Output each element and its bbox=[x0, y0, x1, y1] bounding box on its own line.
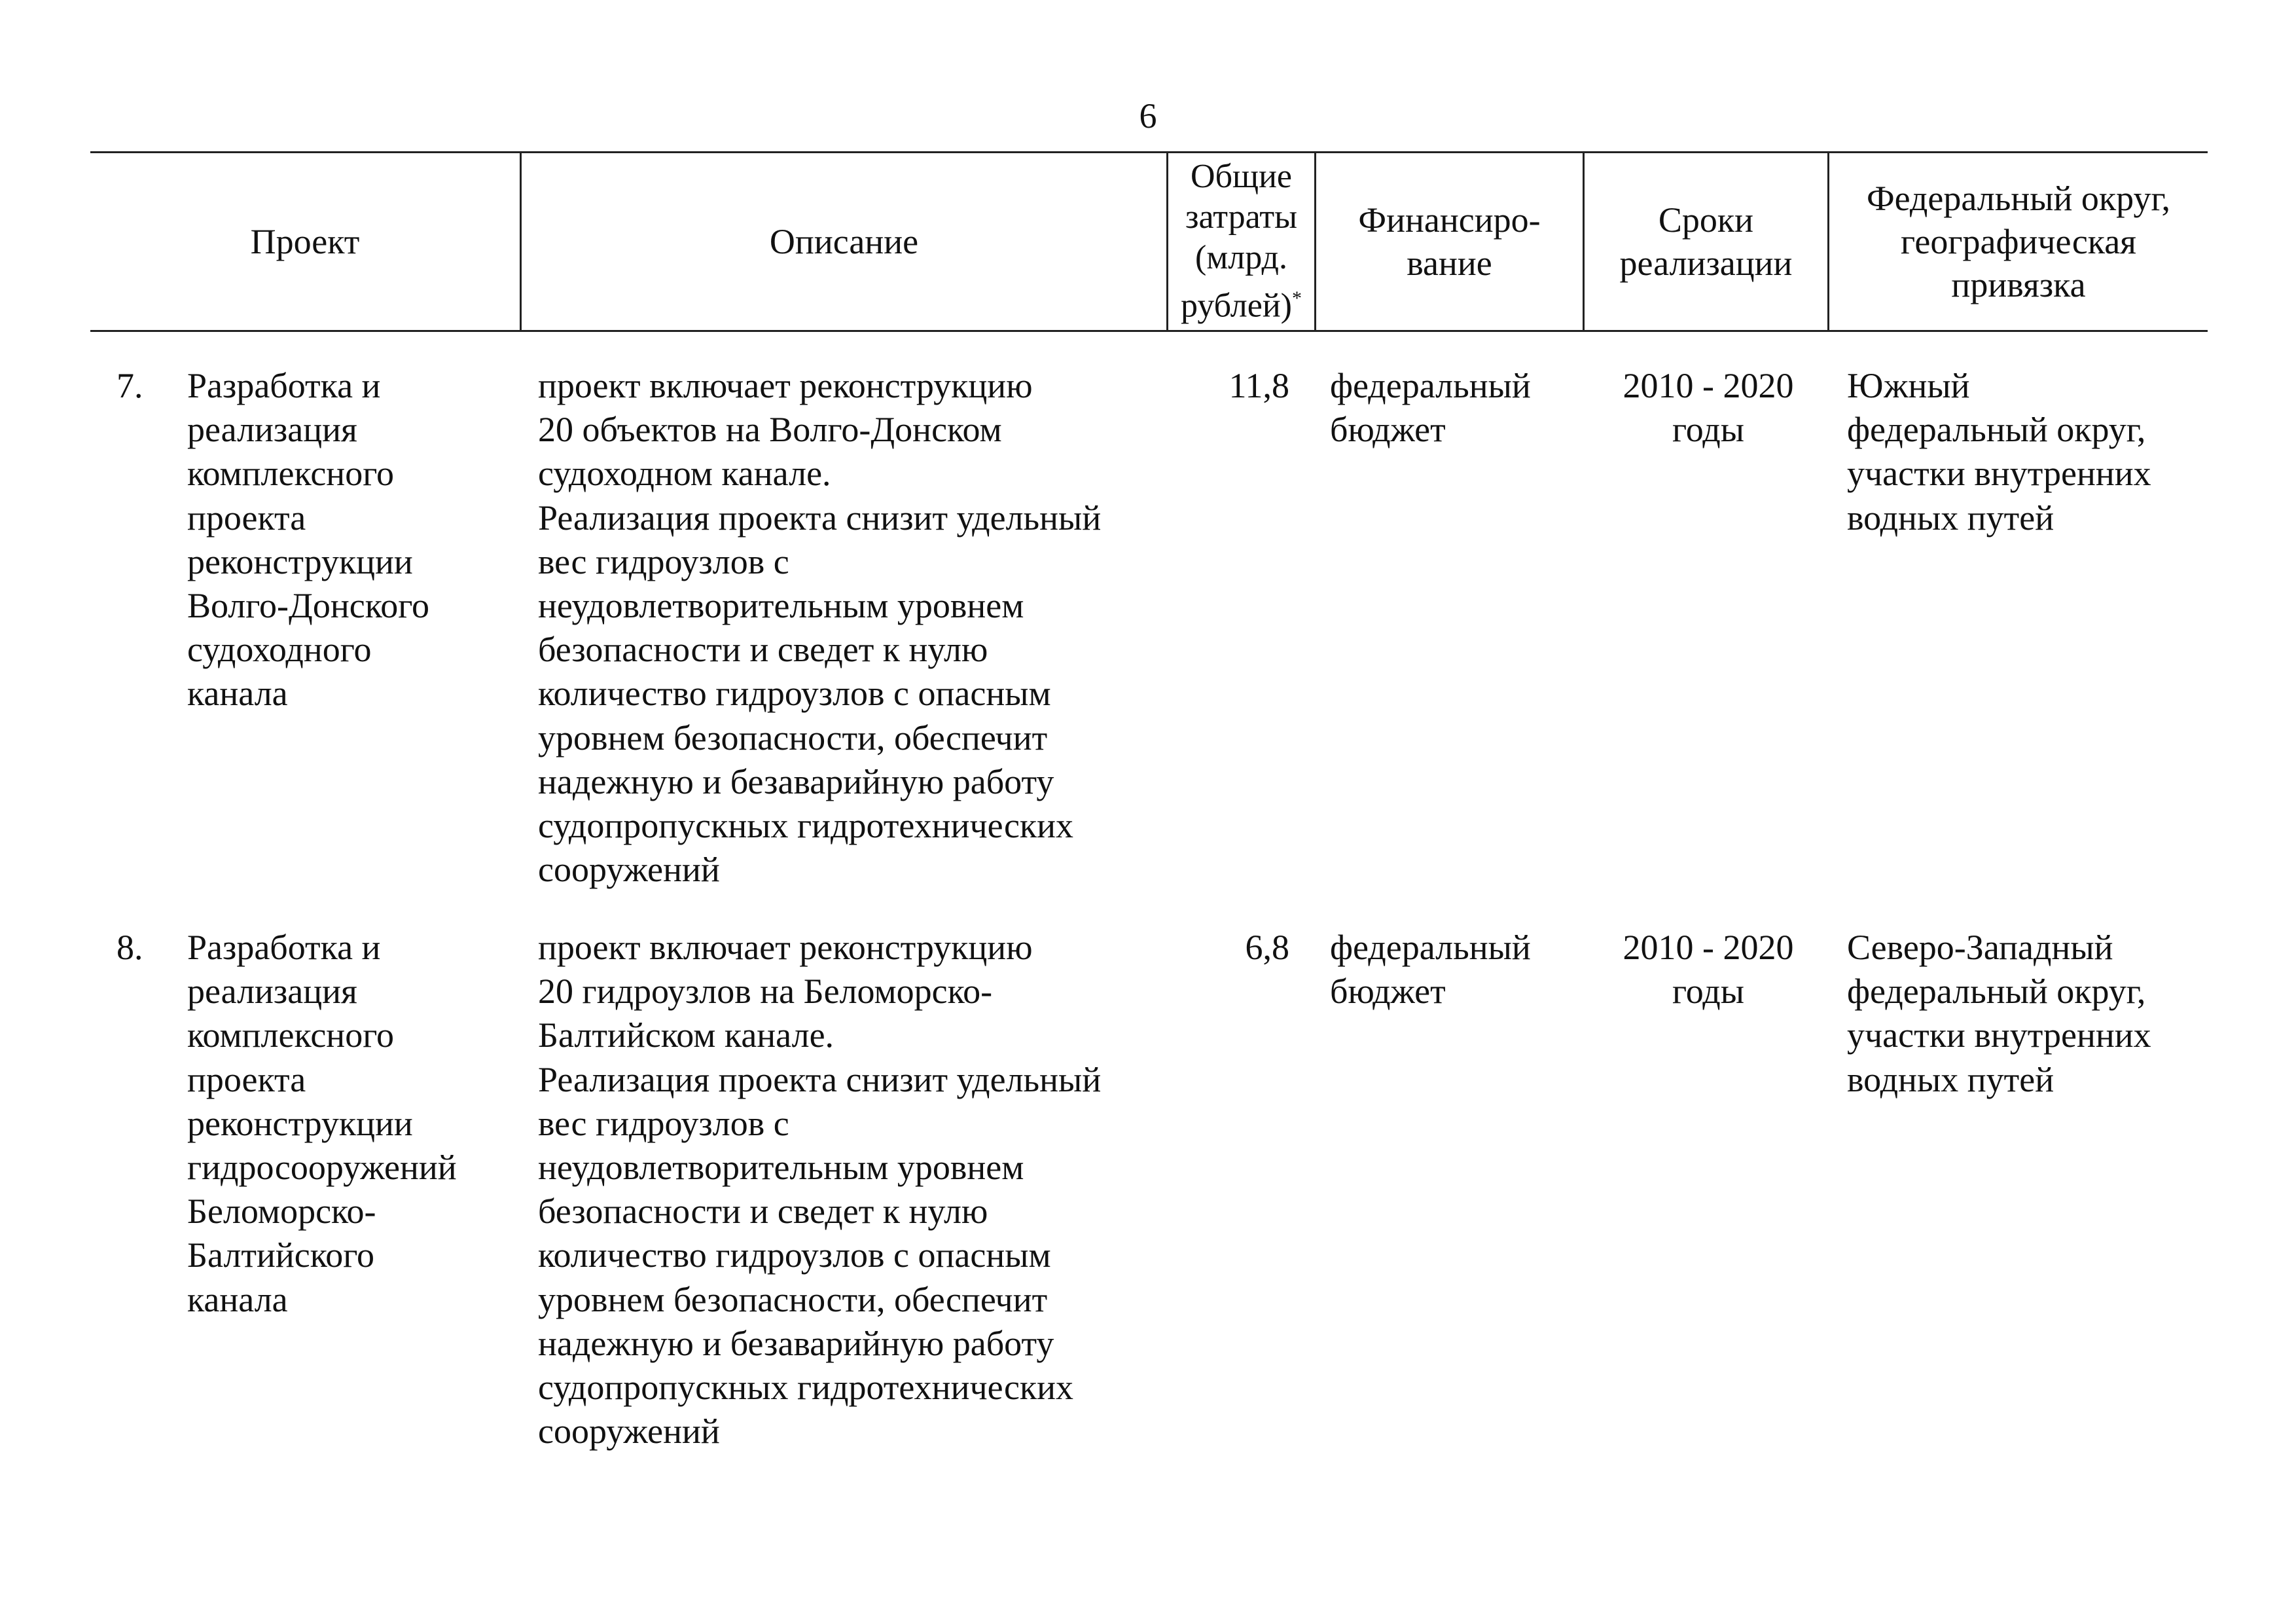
row-district: Южный федеральный округ, участки внутренних водных путей bbox=[1847, 366, 2151, 538]
header-terms bbox=[1585, 153, 1827, 330]
header-description-label: Описание bbox=[769, 221, 919, 261]
header-project-label: Проект bbox=[250, 221, 360, 261]
header-financing-label: Финансиро- вание bbox=[1358, 200, 1541, 283]
table-header-bottom-rule bbox=[90, 330, 2208, 332]
page-number: 6 bbox=[1139, 96, 1157, 136]
row-project: Разработка и реализация комплексного проекта реконструкции Волго-Донского судоходного канала bbox=[187, 366, 430, 714]
header-district bbox=[1829, 153, 2208, 330]
row-description: проект включает реконструкцию 20 объектов на Волго-Донском судоходном канале. Реализация проекта снизит удельный вес гидроузлов с неудовлетворительным уровнем безопасности и сведет к нулю количество гидроузлов с опасным уровнем безопасности, обеспечит надежную и безаварийную работу судопропускных гидротехнических сооружений bbox=[538, 366, 1102, 890]
header-project bbox=[90, 153, 520, 330]
row-project: Разработка и реализация комплексного проекта реконструкции гидросооружений Беломорско- Балтийского канала bbox=[187, 928, 457, 1319]
row-cost: 11,8 bbox=[1229, 366, 1289, 405]
row-number: 7. bbox=[117, 366, 143, 405]
row-terms: 2010 - 2020 годы bbox=[1623, 928, 1794, 1012]
header-district-label: Федеральный округ, географическая привязка bbox=[1866, 178, 2171, 304]
header-description bbox=[522, 153, 1166, 330]
header-terms-label: Сроки реализации bbox=[1619, 200, 1793, 283]
row-description: проект включает реконструкцию 20 гидроузлов на Беломорско- Балтийском канале. Реализация проекта снизит удельный вес гидроузлов с неудовлетворительным уровнем безопасности и сведет к нулю количество гидроузлов с опасным уровнем безопасности, обеспечит надежную и безаварийную работу судопропускных гидротехнических сооружений bbox=[538, 928, 1102, 1451]
row-district: Северо-Западный федеральный округ, участки внутренних водных путей bbox=[1847, 928, 2151, 1099]
header-cost-footnote-mark: * bbox=[1291, 287, 1302, 309]
header-cost-wrap bbox=[1181, 156, 1302, 326]
row-financing: федеральный бюджет bbox=[1330, 928, 1531, 1012]
header-financing bbox=[1316, 153, 1583, 330]
row-financing: федеральный бюджет bbox=[1330, 366, 1531, 450]
header-cost bbox=[1168, 153, 1314, 330]
row-terms: 2010 - 2020 годы bbox=[1623, 366, 1794, 450]
row-number: 8. bbox=[117, 928, 143, 967]
row-cost: 6,8 bbox=[1245, 928, 1289, 967]
header-cost-label: Общие затраты (млрд. рублей) bbox=[1181, 157, 1298, 325]
